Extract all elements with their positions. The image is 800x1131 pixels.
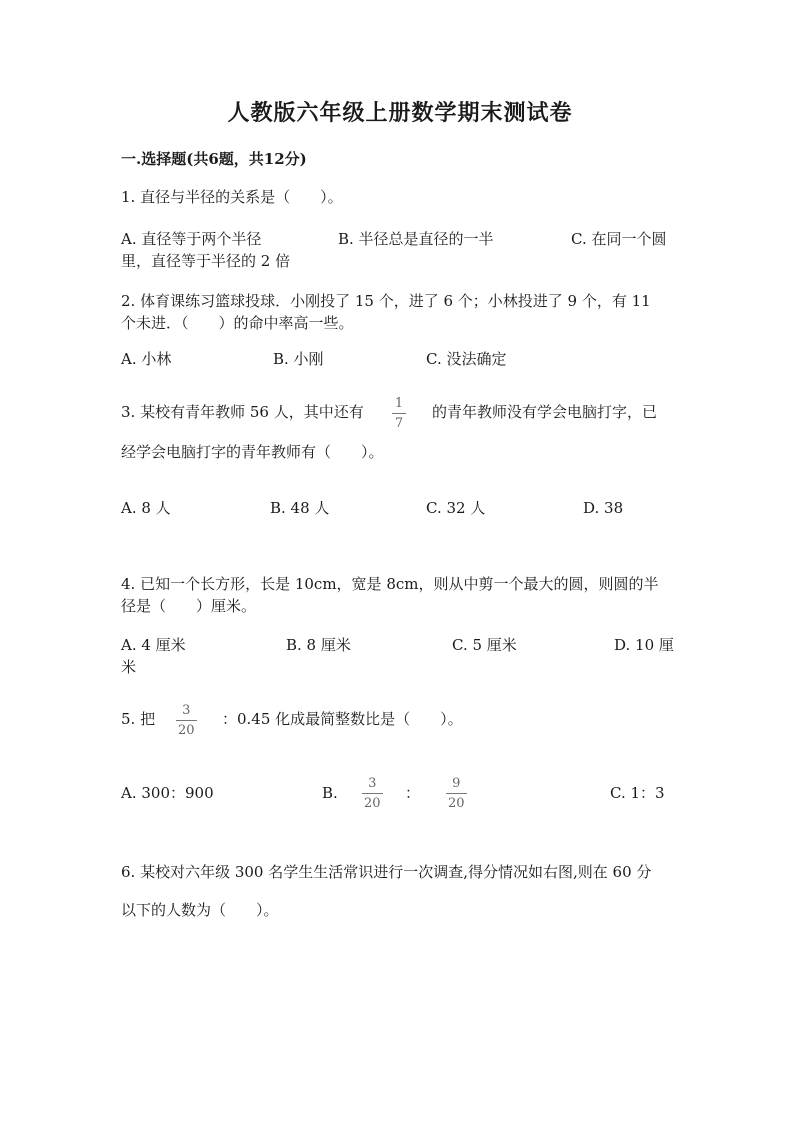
question-2-option-c[interactable]: C. 没法确定 — [426, 350, 507, 368]
fraction-bar — [362, 793, 383, 794]
question-2-stem-line1: 2. 体育课练习篮球投球．小刚投了 15 个，进了 6 个；小林投进了 9 个，有 11 — [121, 292, 651, 310]
question-5-stem-pre: 5. 把 — [121, 710, 156, 728]
question-2-option-a[interactable]: A. 小林 — [121, 350, 172, 368]
question-1-option-c[interactable]: C. 在同一个圆 — [571, 230, 667, 248]
question-5-option-b-fraction-2 — [446, 776, 467, 811]
question-5-option-a[interactable]: A. 300：900 — [121, 784, 214, 802]
question-5-stem-post: ：0.45 化成最简整数比是（ ）。 — [222, 710, 463, 728]
question-1-option-a[interactable]: A. 直径等于两个半径 — [121, 230, 262, 248]
fraction-bar — [446, 793, 467, 794]
question-4-option-c[interactable]: C. 5 厘米 — [452, 636, 517, 654]
question-1-option-b[interactable]: B. 半径总是直径的一半 — [338, 230, 494, 248]
fraction-denominator: 7 — [394, 416, 404, 431]
question-6-stem-line2: 以下的人数为（ ）。 — [121, 901, 279, 919]
question-4-option-b[interactable]: B. 8 厘米 — [286, 636, 351, 654]
question-4-option-d[interactable]: D. 10 厘 — [614, 636, 674, 654]
fraction-numerator: 9 — [452, 776, 461, 791]
question-3-stem-line2: 经学会电脑打字的青年教师有（ ）。 — [121, 443, 384, 461]
fraction-denominator: 20 — [364, 796, 381, 811]
question-4-stem-line1: 4. 已知一个长方形，长是 10cm，宽是 8cm，则从中剪一个最大的圆，则圆的半 — [121, 575, 659, 593]
fraction-denominator: 20 — [178, 723, 195, 738]
page-title: 人教版六年级上册数学期末测试卷 — [227, 100, 573, 126]
question-1-stem: 1. 直径与半径的关系是（ ）。 — [121, 188, 343, 206]
question-3-fraction — [392, 396, 406, 431]
question-4-stem-line2: 径是（ ）厘米。 — [121, 597, 257, 615]
question-3-option-c[interactable]: C. 32 人 — [426, 499, 486, 517]
question-3-stem-pre: 3. 某校有青年教师 56 人，其中还有 — [121, 403, 364, 421]
fraction-bar — [392, 413, 406, 414]
fraction-bar — [176, 720, 197, 721]
question-3-option-d[interactable]: D. 38 — [583, 499, 624, 517]
question-2-option-b[interactable]: B. 小刚 — [273, 350, 324, 368]
question-6-stem-line1: 6. 某校对六年级 300 名学生生活常识进行一次调查,得分情况如右图,则在 60 分 — [121, 863, 652, 881]
question-2-stem-line2: 个未进．（ ）的命中率高一些。 — [121, 314, 354, 332]
question-3-option-a[interactable]: A. 8 人 — [121, 499, 171, 517]
section-heading: 一.选择题(共6题，共12分) — [121, 150, 307, 168]
fraction-numerator: 3 — [182, 703, 191, 718]
fraction-denominator: 20 — [448, 796, 465, 811]
question-5-option-b-colon: ： — [405, 784, 421, 802]
question-5-option-b-label[interactable]: B. — [322, 784, 338, 802]
question-5-fraction — [176, 703, 197, 738]
question-3-stem-post: 的青年教师没有学会电脑打字，已 — [432, 403, 658, 421]
question-5-option-b-fraction-1 — [362, 776, 383, 811]
fraction-numerator: 1 — [394, 396, 404, 411]
question-3-option-b[interactable]: B. 48 人 — [270, 499, 330, 517]
question-4-option-a[interactable]: A. 4 厘米 — [121, 636, 186, 654]
question-1-option-c-continued: 里，直径等于半径的 2 倍 — [121, 252, 291, 270]
question-5-option-c[interactable]: C. 1：3 — [610, 784, 665, 802]
fraction-numerator: 3 — [368, 776, 377, 791]
question-4-option-d-continued: 米 — [121, 658, 137, 676]
